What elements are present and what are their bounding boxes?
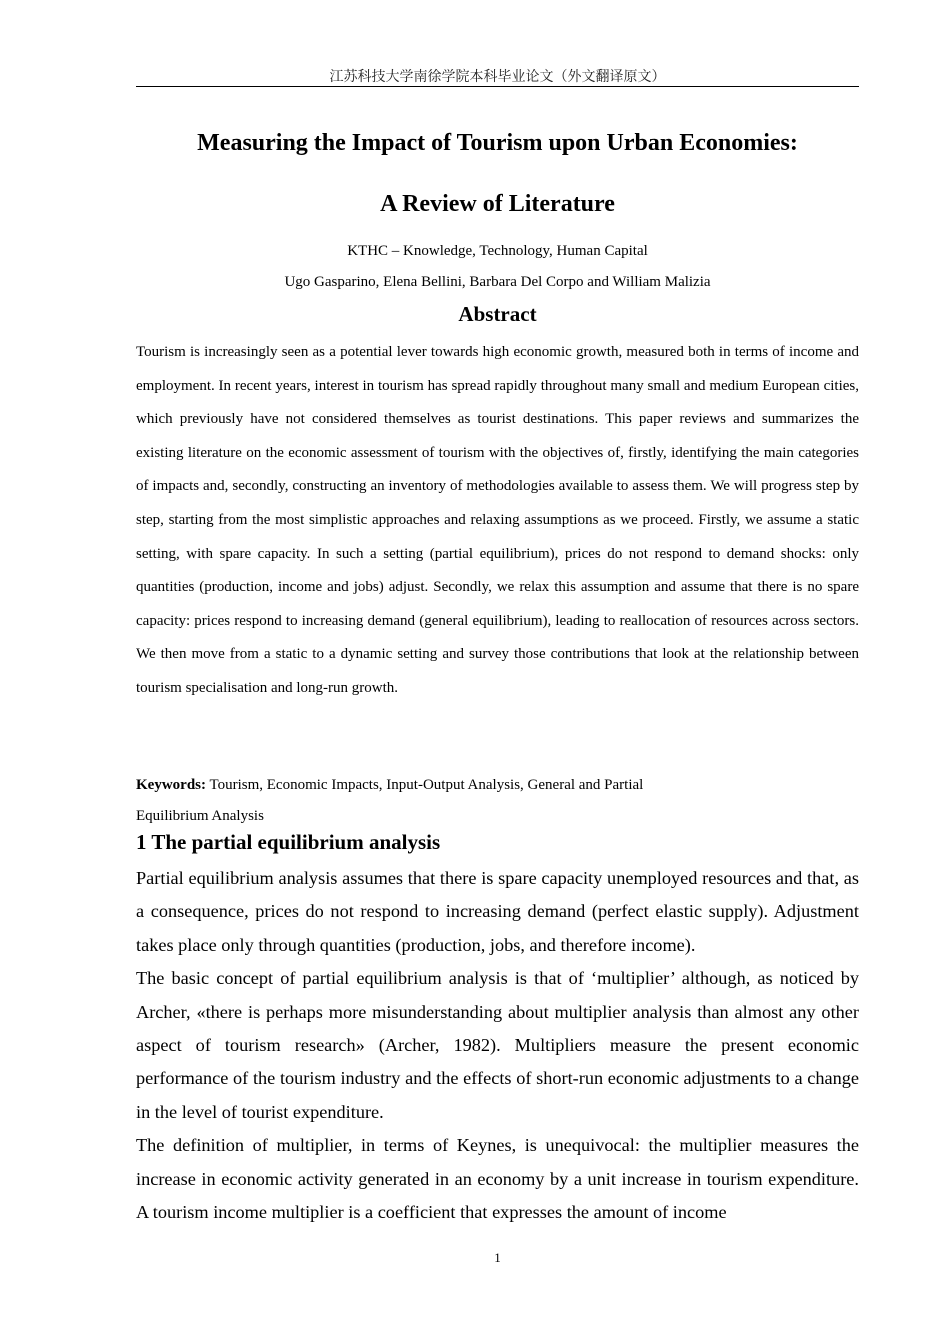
paragraph: The definition of multiplier, in terms of Keynes, is unequivocal: the multiplier measures the increase in economic activity generated in an economy by a unit increase in tourism expenditure. A tourism income multiplier is a coefficient that expresses the amount of income — [136, 1135, 859, 1223]
title-line-1: Measuring the Impact of Tourism upon Urban Economies: — [197, 130, 798, 156]
keywords — [136, 770, 859, 832]
header-rule — [136, 86, 859, 87]
affiliation: KTHC – Knowledge, Technology, Human Capital — [347, 243, 648, 259]
title-line-2: A Review of Literature — [380, 191, 615, 217]
keywords-label: Keywords: — [136, 777, 206, 793]
section-body — [136, 862, 859, 1229]
keywords-line-2: Equilibrium Analysis — [136, 808, 264, 824]
page-number: 1 — [494, 1250, 501, 1265]
authors: Ugo Gasparino, Elena Bellini, Barbara Del Corpo and William Malizia — [284, 274, 711, 290]
abstract-text: Tourism is increasingly seen as a potential lever towards high economic growth, measured both in terms of income and employment. In recent years, interest in tourism has spread rapidly throughout many small and medium European cities, which previously have not considered themselves as tourist destinations. This paper reviews and summarizes the existing literature on the economic assessment of tourism with the objectives of, firstly, identifying the main categories of impacts and, secondly, constructing an inventory of methodologies available to assess them. We will progress step by step, starting from the most simplistic approaches and relaxing assumptions as we proceed. Firstly, we assume a static setting, with spare capacity. In such a setting (partial equilibrium), prices do not respond to demand shocks: only quantities (production, income and jobs) adjust. Secondly, we relax this assumption and assume that there is no spare capacity: prices respond to increasing demand (general equilibrium), leading to reallocation of resources across sectors. We then move from a static to a dynamic setting and survey those contributions that look at the relationship between tourism specialisation and long-run growth. — [136, 344, 859, 696]
keywords-line-1: Tourism, Economic Impacts, Input-Output Analysis, General and Partial — [206, 777, 644, 793]
section-heading: 1 The partial equilibrium analysis — [136, 830, 441, 854]
abstract-heading: Abstract — [458, 302, 537, 326]
paragraph: Partial equilibrium analysis assumes that there is spare capacity unemployed resources and that, as a consequence, prices do not respond to increasing demand (perfect elastic supply). Adjustment takes place only through quantities (production, jobs, and therefore income). — [136, 868, 859, 955]
running-header: 江苏科技大学南徐学院本科毕业论文（外文翻译原文） — [329, 69, 666, 85]
paragraph: The basic concept of partial equilibrium analysis is that of ‘multiplier’ although, as noticed by Archer, «there is perhaps more misunderstanding about multiplier analysis than almost any other aspect of tourism research» (Archer, 1982). Multipliers measure the present economic performance of the tourism industry and the effects of short-run economic adjustments to a change in the level of tourist expenditure. — [136, 968, 859, 1122]
